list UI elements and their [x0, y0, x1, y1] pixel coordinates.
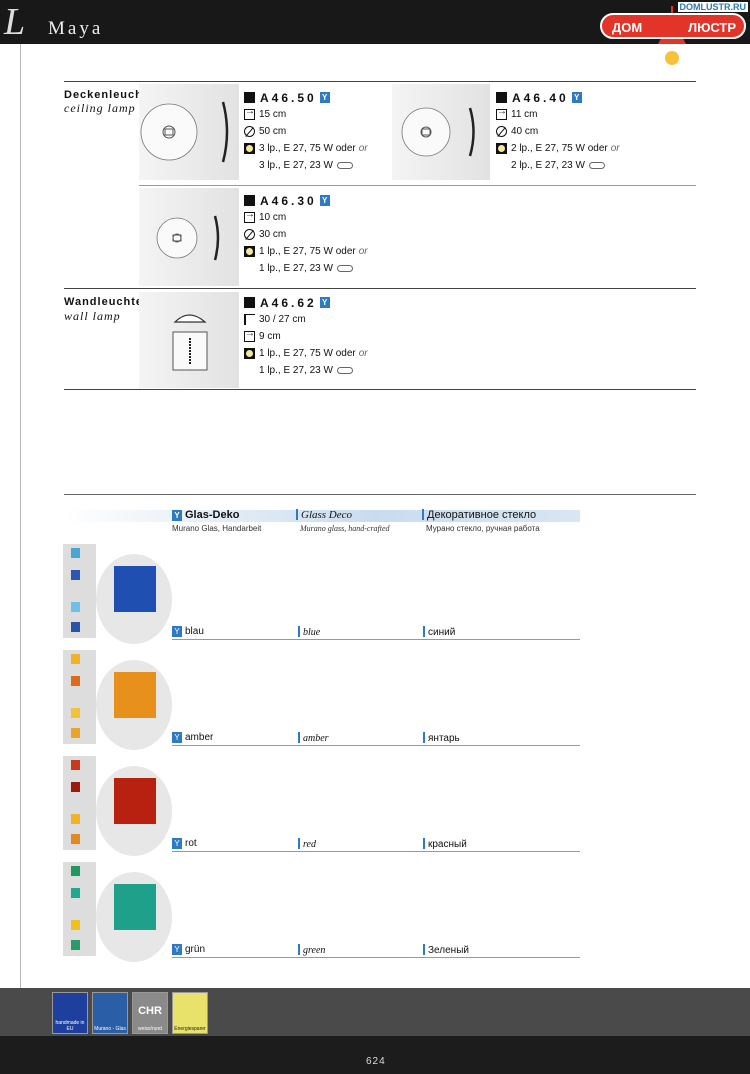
glass-sample-tile [114, 884, 156, 930]
bulb-icon [244, 246, 255, 257]
page-number: 624 [366, 1056, 386, 1067]
spec-bulb-alt: 2 lp., E 27, 23 W [511, 160, 585, 171]
glass-row-rule [172, 851, 580, 852]
glass-tile [71, 570, 80, 580]
product-a4640 [496, 89, 646, 174]
glass-color-label-de [172, 626, 204, 637]
category-wall-de: Wandleuchte [64, 296, 144, 308]
glass-color-name: green [303, 945, 326, 956]
glass-color-label-ru [423, 626, 455, 638]
diameter-icon [496, 126, 507, 137]
glass-tile [71, 728, 80, 738]
glass-tile [71, 920, 80, 930]
spec-height: 30 / 27 cm [259, 314, 306, 325]
glass-color-name: amber [185, 732, 214, 743]
badge-label: handmade in EU [55, 1020, 85, 1032]
table-rule [64, 288, 696, 289]
glass-sub-en: Murano glass, hand-crafted [300, 524, 390, 533]
spec-or: or [358, 143, 368, 154]
depth-icon [244, 109, 255, 120]
glass-color-label-de [172, 838, 197, 849]
bulb-icon [496, 143, 507, 154]
spec-depth: 11 cm [511, 109, 538, 120]
depth-icon [496, 109, 507, 120]
spec-depth: 9 cm [259, 331, 281, 342]
logo-banner [600, 13, 746, 39]
product-image-a4640 [392, 84, 490, 180]
category-ceiling-de: Deckenleuchte [64, 89, 155, 101]
spec-diameter: 40 cm [511, 126, 539, 137]
glass-deco-badge: Y [320, 92, 330, 103]
glass-color-name: красный [428, 839, 467, 850]
glass-color-label-en [298, 626, 320, 638]
logo-url[interactable]: DOMLUSTR.RU [679, 2, 746, 12]
logo-text-dom: ДОМ [612, 20, 643, 35]
spec-or: or [610, 143, 620, 154]
glass-color-label-en [298, 838, 316, 850]
spec-bulb-alt: 1 lp., E 27, 23 W [259, 365, 333, 376]
energy-saver-bulb-icon [337, 367, 353, 374]
badge-label: Energiesparer [174, 1026, 206, 1032]
glass-tile [71, 602, 80, 612]
glass-color-name: amber [303, 733, 329, 744]
glass-color-name: синий [428, 627, 456, 638]
glass-sample-tile [114, 672, 156, 718]
table-rule [139, 185, 696, 186]
glass-tile [71, 782, 80, 792]
logo-text-lustr: ЛЮСТР [688, 20, 737, 35]
product-code: A46.50 [260, 90, 317, 105]
glass-title-en: Glass Deco [296, 509, 352, 521]
glass-tile [71, 940, 80, 950]
product-a4650 [244, 89, 394, 174]
product-image-a4662 [139, 292, 239, 388]
glass-color-label-ru [423, 944, 469, 956]
spec-bulb: 2 lp., E 27, 75 W oder [511, 143, 608, 154]
category-ceiling-en: ceiling lamp [64, 101, 136, 115]
glass-color-name: red [303, 839, 316, 850]
spec-diameter: 50 cm [259, 126, 287, 137]
glass-sub-de: Murano Glas, Handarbeit [172, 524, 262, 533]
glass-swatch-strip [63, 862, 96, 956]
brand-monogram: L [4, 1, 26, 43]
brand-name: Maya [48, 18, 104, 39]
glass-color-label-en [298, 944, 325, 956]
diameter-icon [244, 126, 255, 137]
glass-tile [71, 676, 80, 686]
glass-sample-image [96, 872, 172, 962]
product-code: A46.40 [512, 90, 569, 105]
glass-title-ru: Декоративное стекло [422, 509, 536, 521]
glass-swatch-strip [63, 756, 96, 850]
spec-or: or [358, 246, 368, 257]
glass-color-name: янтарь [428, 733, 460, 744]
spec-bulb-alt: 1 lp., E 27, 23 W [259, 263, 333, 274]
glass-deco-badge: Y [572, 92, 582, 103]
spec-bulb: 3 lp., E 27, 75 W oder [259, 143, 356, 154]
bulb-icon [244, 348, 255, 359]
glass-sample-tile [114, 778, 156, 824]
glass-color-name: grün [185, 944, 206, 955]
domlustr-logo[interactable] [598, 0, 750, 74]
product-a4630 [244, 192, 394, 277]
badge-text: CHR [138, 1005, 162, 1017]
glass-row-rule [172, 639, 580, 640]
glass-title-de: Y Glas-Deko [172, 509, 239, 521]
glass-row-rule [172, 957, 580, 958]
glass-deco-badge: Y [172, 732, 182, 743]
glass-section-rule [64, 494, 696, 495]
glass-color-label-ru [423, 732, 460, 744]
energy-saver-bulb-icon [589, 162, 605, 169]
glass-color-label-en [298, 732, 329, 744]
spec-bulb: 1 lp., E 27, 75 W oder [259, 246, 356, 257]
glass-tile [71, 866, 80, 876]
glass-deco-badge: Y [172, 626, 182, 637]
badge-label: Murano - Glas [94, 1026, 126, 1032]
energy-saver-bulb-icon [337, 265, 353, 272]
eu-flag-icon [52, 992, 88, 1034]
product-image-a4650 [139, 84, 239, 180]
spec-bulb-alt: 3 lp., E 27, 23 W [259, 160, 333, 171]
energy-saver-icon [172, 992, 208, 1034]
chr-icon [132, 992, 168, 1034]
glass-tile [71, 760, 80, 770]
glass-sub-ru: Мурано стекло, ручная работа [426, 524, 540, 533]
murano-glass-icon [92, 992, 128, 1034]
spec-depth: 10 cm [259, 212, 287, 223]
glass-color-label-de [172, 944, 205, 955]
glass-tile [71, 814, 80, 824]
glass-sample-image [96, 660, 172, 750]
spec-or: or [358, 348, 368, 359]
energy-saver-bulb-icon [337, 162, 353, 169]
glass-tile [71, 622, 80, 632]
product-image-a4630 [139, 188, 239, 286]
glass-deco-badge: Y [172, 838, 182, 849]
glass-deco-badge: Y [172, 510, 182, 521]
glass-swatch-strip [63, 544, 96, 638]
table-rule-bottom [64, 389, 696, 390]
spec-diameter: 30 cm [259, 229, 287, 240]
glass-color-name: blue [303, 627, 321, 638]
spec-depth: 15 cm [259, 109, 287, 120]
glass-deco-badge: Y [320, 195, 330, 206]
glass-tile [71, 834, 80, 844]
height-icon [244, 314, 255, 325]
glass-tile [71, 548, 80, 558]
glass-sample-image [96, 554, 172, 644]
glass-color-label-ru [423, 838, 467, 850]
glass-sample-image [96, 766, 172, 856]
footer [0, 1036, 750, 1074]
glass-color-name: blau [185, 626, 204, 637]
spec-bulb: 1 lp., E 27, 75 W oder [259, 348, 356, 359]
product-code: A46.62 [260, 295, 317, 310]
glass-color-name: Зеленый [428, 945, 469, 956]
category-wall-en: wall lamp [64, 309, 121, 323]
glass-tile [71, 654, 80, 664]
glass-deco-badge: Y [172, 944, 182, 955]
depth-icon [244, 331, 255, 342]
glass-row-rule [172, 745, 580, 746]
margin-rule [20, 44, 21, 988]
glass-tile [71, 708, 80, 718]
glass-deco-badge: Y [320, 297, 330, 308]
product-a4662 [244, 294, 394, 379]
bulb-icon [244, 143, 255, 154]
glass-swatch-strip [63, 650, 96, 744]
depth-icon [244, 212, 255, 223]
product-code: A46.30 [260, 193, 317, 208]
badge-label: weiss/rund [138, 1026, 162, 1032]
table-rule-top [64, 81, 696, 82]
glass-color-name: rot [185, 838, 197, 849]
diameter-icon [244, 229, 255, 240]
glass-sample-tile [114, 566, 156, 612]
glass-tile [71, 888, 80, 898]
glass-color-label-de [172, 732, 213, 743]
